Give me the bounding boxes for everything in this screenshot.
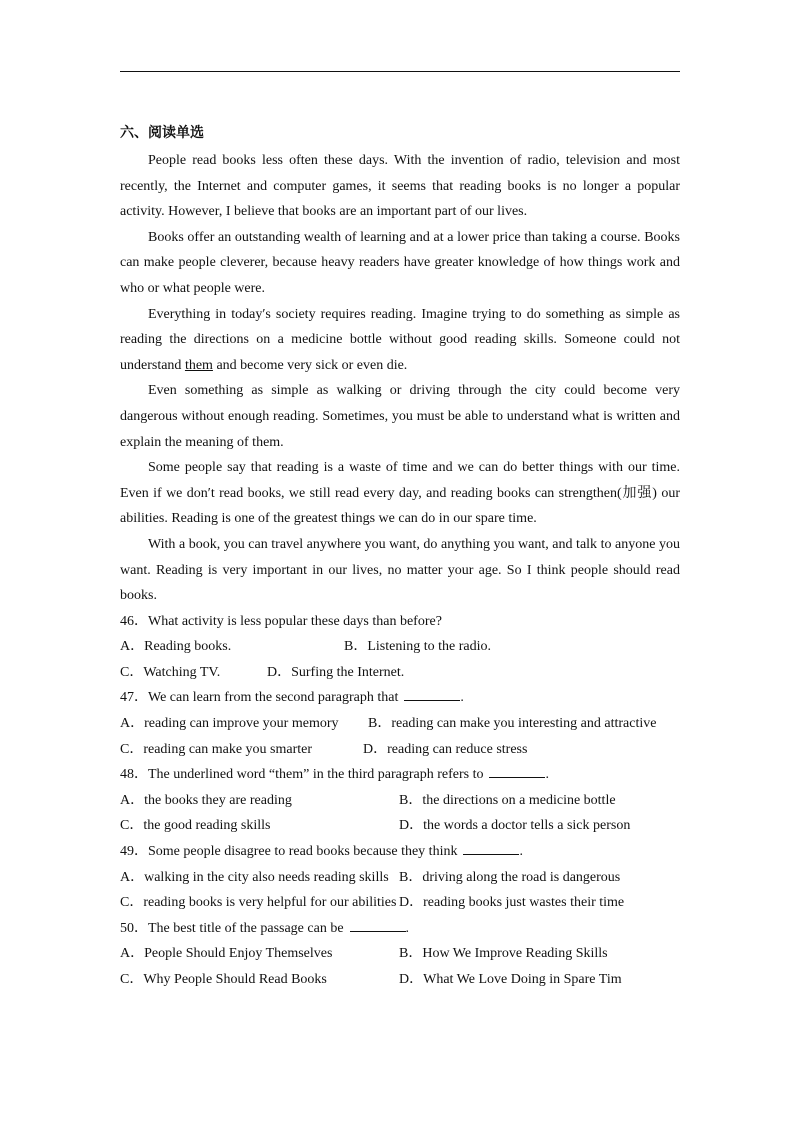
question-49-options-row-2 <box>120 890 680 916</box>
question-47-options-row-1 <box>120 711 680 737</box>
question-49-option-d[interactable]: D．reading books just wastes their time <box>399 895 625 911</box>
answer-blank <box>350 917 406 932</box>
paragraph-3-text-before: Everything in today′s society requires reading. Imagine trying to do something as simple as reading the directions on a medicine bottle without good reading skills. Someone could not understand <box>120 306 680 373</box>
passage-paragraph-2: Books offer an outstanding wealth of learning and at a lower price than taking a course. Books can make people cleverer, because heavy readers have greater knowledge of how things work and who or what people were. <box>120 229 680 296</box>
passage-paragraph-1: People read books less often these days. With the invention of radio, television and most recently, the Internet and computer games, it seems that reading books is no longer a popular activity. However, I believe that books are an important part of our lives. <box>120 153 680 220</box>
question-49-option-b[interactable]: B．driving along the road is dangerous <box>399 869 621 885</box>
question-47-options-row-2 <box>120 737 680 763</box>
question-50-options-row-1 <box>120 941 680 967</box>
passage-paragraph-3 <box>120 302 680 379</box>
question-46-options-row-2 <box>120 660 680 686</box>
passage-paragraph-5: Some people say that reading is a waste of time and we can do better things with our time. Even if we don′t read books, we still read every day, and reading books can strengthen(加强) our abilities. Reading is one of the greatest things we can do in our spare time. <box>120 460 680 527</box>
header-rule <box>120 71 680 72</box>
question-46-stem <box>120 609 680 635</box>
section-title: 六、阅读单选 <box>120 125 204 141</box>
answer-blank <box>404 686 460 701</box>
question-47-text: 47．We can learn from the second paragraph that <box>120 690 399 706</box>
question-49-text: 49．Some people disagree to read books because they think <box>120 844 458 860</box>
blank-period: . <box>460 690 464 706</box>
blank-period: . <box>519 844 523 860</box>
passage-paragraph-4: Even something as simple as walking or driving through the city could become very dangerous without enough reading. Sometimes, you must be able to understand what is written and explain the meaning of them. <box>120 383 680 450</box>
question-48-stem <box>120 762 680 788</box>
answer-blank <box>463 840 519 855</box>
question-46-option-c[interactable]: C．Watching TV. <box>120 664 221 680</box>
question-48-option-c[interactable]: C．the good reading skills <box>120 818 271 834</box>
answer-blank <box>489 763 545 778</box>
question-49-option-c[interactable]: C．reading books is very helpful for our abilities <box>120 895 397 911</box>
question-47-stem <box>120 685 680 711</box>
question-50-option-d[interactable]: D．What We Love Doing in Spare Tim <box>399 972 622 987</box>
reading-section <box>120 121 680 993</box>
question-50-option-a[interactable]: A．People Should Enjoy Themselves <box>120 946 333 962</box>
question-50-option-b[interactable]: B．How We Improve Reading Skills <box>399 946 608 962</box>
question-47-option-a[interactable]: A．reading can improve your memory <box>120 716 339 732</box>
question-48-option-b[interactable]: B．the directions on a medicine bottle <box>399 792 616 808</box>
blank-period: . <box>405 920 410 936</box>
question-46-options-row-1 <box>120 634 680 660</box>
question-50-options-row-2 <box>120 967 680 993</box>
question-47-option-c[interactable]: C．reading can make you smarter <box>120 741 313 757</box>
question-48-text: 48．The underlined word “them” in the third paragraph refers to <box>120 767 484 783</box>
question-47-option-d[interactable]: D．reading can reduce stress <box>363 741 528 757</box>
question-46-text: 46．What activity is less popular these days than before? <box>120 613 442 629</box>
question-49-options-row-1 <box>120 865 680 891</box>
question-50-text: 50．The best title of the passage can be <box>120 920 344 936</box>
question-50-option-c[interactable]: C．Why People Should Read Books <box>120 972 327 987</box>
question-46-option-d[interactable]: D．Surfing the Internet. <box>267 664 405 680</box>
question-48-option-d[interactable]: D．the words a doctor tells a sick person <box>399 818 631 834</box>
question-49-stem <box>120 839 680 865</box>
question-46-option-a[interactable]: A．Reading books. <box>120 639 232 655</box>
underlined-word-them: them <box>184 357 213 373</box>
question-48-options-row-1 <box>120 788 680 814</box>
question-48-option-a[interactable]: A．the books they are reading <box>120 792 292 808</box>
passage-paragraph-6: With a book, you can travel anywhere you want, do anything you want, and talk to anyone you want. Reading is very important in our lives, no matter your age. So I think people should read books. <box>120 536 680 604</box>
paragraph-3-text-after: and become very sick or even die. <box>212 357 408 373</box>
question-47-option-b[interactable]: B．reading can make you interesting and attractive <box>368 716 657 732</box>
question-50-stem <box>120 916 680 942</box>
question-49-option-a[interactable]: A．walking in the city also needs reading skills <box>120 869 389 885</box>
question-48-options-row-2 <box>120 813 680 839</box>
blank-period: . <box>545 767 549 783</box>
question-46-option-b[interactable]: B．Listening to the radio. <box>344 639 491 655</box>
